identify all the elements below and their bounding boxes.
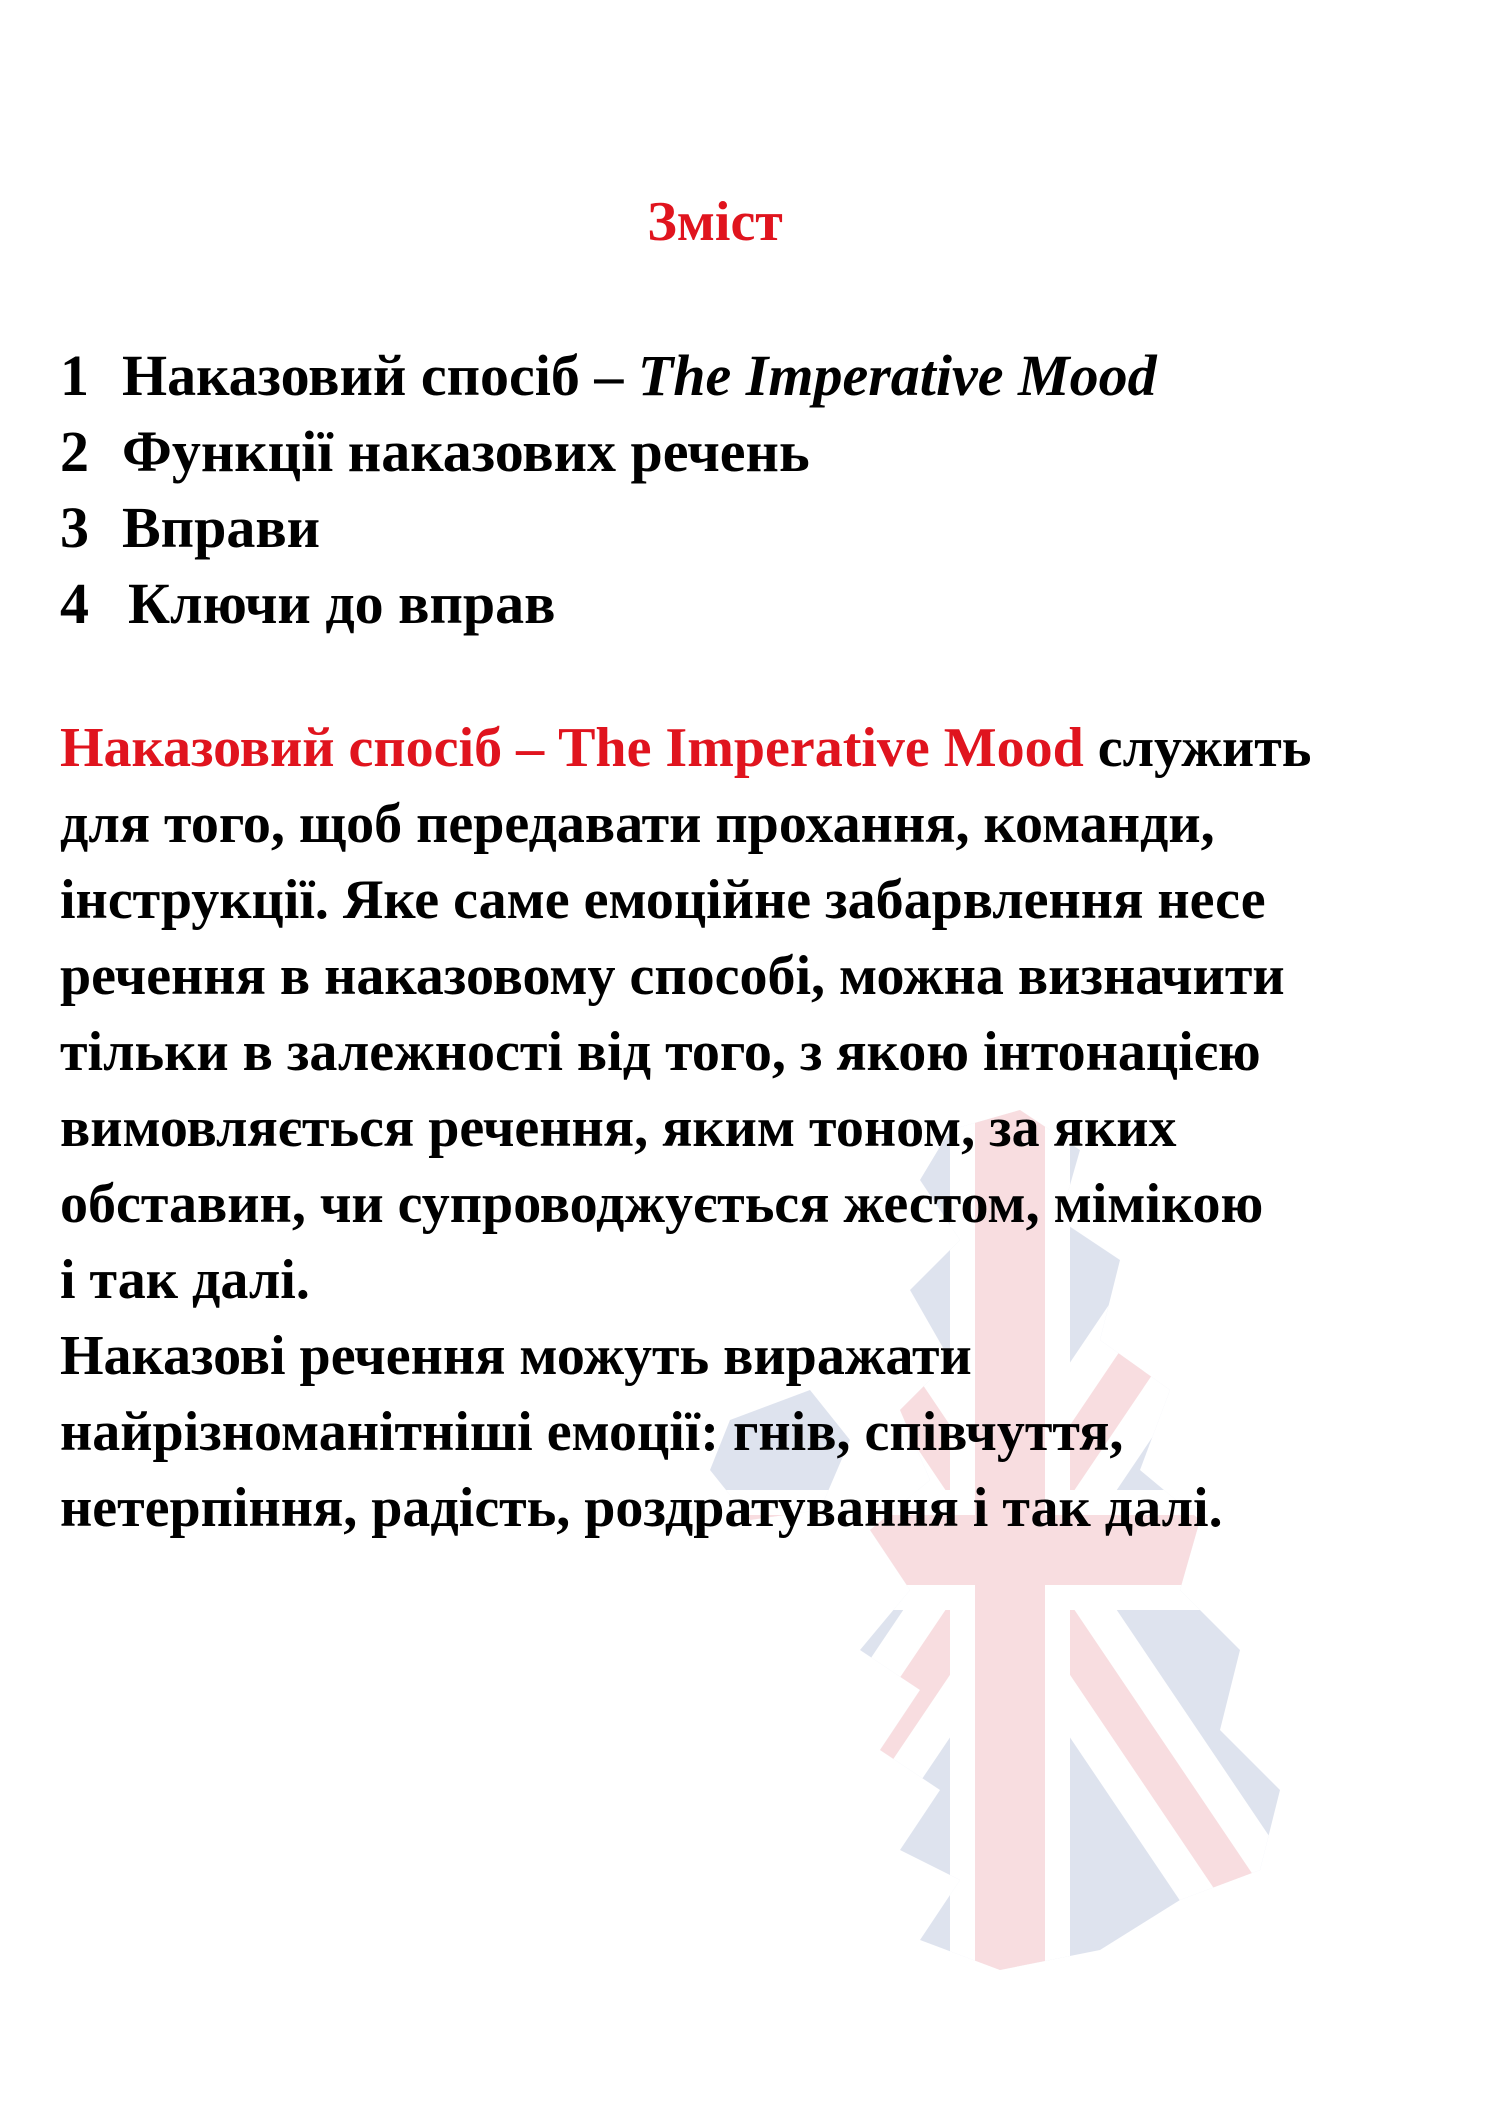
toc-item[interactable] bbox=[60, 338, 1157, 414]
emotions-paragraph bbox=[60, 1318, 1460, 1546]
toc-item-label-en: The Imperative Mood bbox=[637, 343, 1157, 408]
intro-paragraph bbox=[60, 710, 1460, 1318]
intro-line: речення в наказовому способі, можна визначити bbox=[60, 945, 1285, 1007]
toc-item-number: 4 bbox=[60, 571, 89, 636]
intro-line: вимовляється речення, яким тоном, за яких bbox=[60, 1097, 1177, 1159]
toc-title: Зміст bbox=[647, 191, 783, 253]
table-of-contents bbox=[60, 338, 1157, 642]
emotions-line: Наказові речення можуть виражати bbox=[60, 1325, 972, 1387]
intro-line: і так далі. bbox=[60, 1249, 310, 1311]
intro-line: інструкції. Яке саме емоційне забарвлення несе bbox=[60, 869, 1266, 931]
intro-highlight: Наказовий спосіб – The Imperative Mood bbox=[60, 717, 1084, 779]
intro-text bbox=[60, 710, 1460, 1546]
intro-line: тільки в залежності від того, з якою інтонацією bbox=[60, 1021, 1261, 1083]
toc-item[interactable] bbox=[60, 414, 1157, 490]
toc-item[interactable] bbox=[60, 566, 1157, 642]
intro-line: обставин, чи супроводжується жестом, мімікою bbox=[60, 1173, 1264, 1235]
toc-item-number: 2 bbox=[60, 419, 89, 484]
emotions-line: найрізноманітніші емоції: гнів, співчуття, bbox=[60, 1401, 1124, 1463]
intro-line: для того, щоб передавати прохання, команди, bbox=[60, 793, 1215, 855]
toc-item-label: Вправи bbox=[122, 495, 321, 560]
toc-item-number: 1 bbox=[60, 343, 89, 408]
emotions-line: нетерпіння, радість, роздратування і так далі. bbox=[60, 1477, 1223, 1539]
intro-line: служить bbox=[1083, 717, 1312, 779]
toc-item-number: 3 bbox=[60, 495, 89, 560]
toc-item-label: Наказовий спосіб – bbox=[122, 343, 638, 408]
toc-item-label: Функції наказових речень bbox=[122, 419, 810, 484]
toc-item[interactable] bbox=[60, 490, 1157, 566]
toc-item-label: Ключи до вправ bbox=[128, 571, 556, 636]
